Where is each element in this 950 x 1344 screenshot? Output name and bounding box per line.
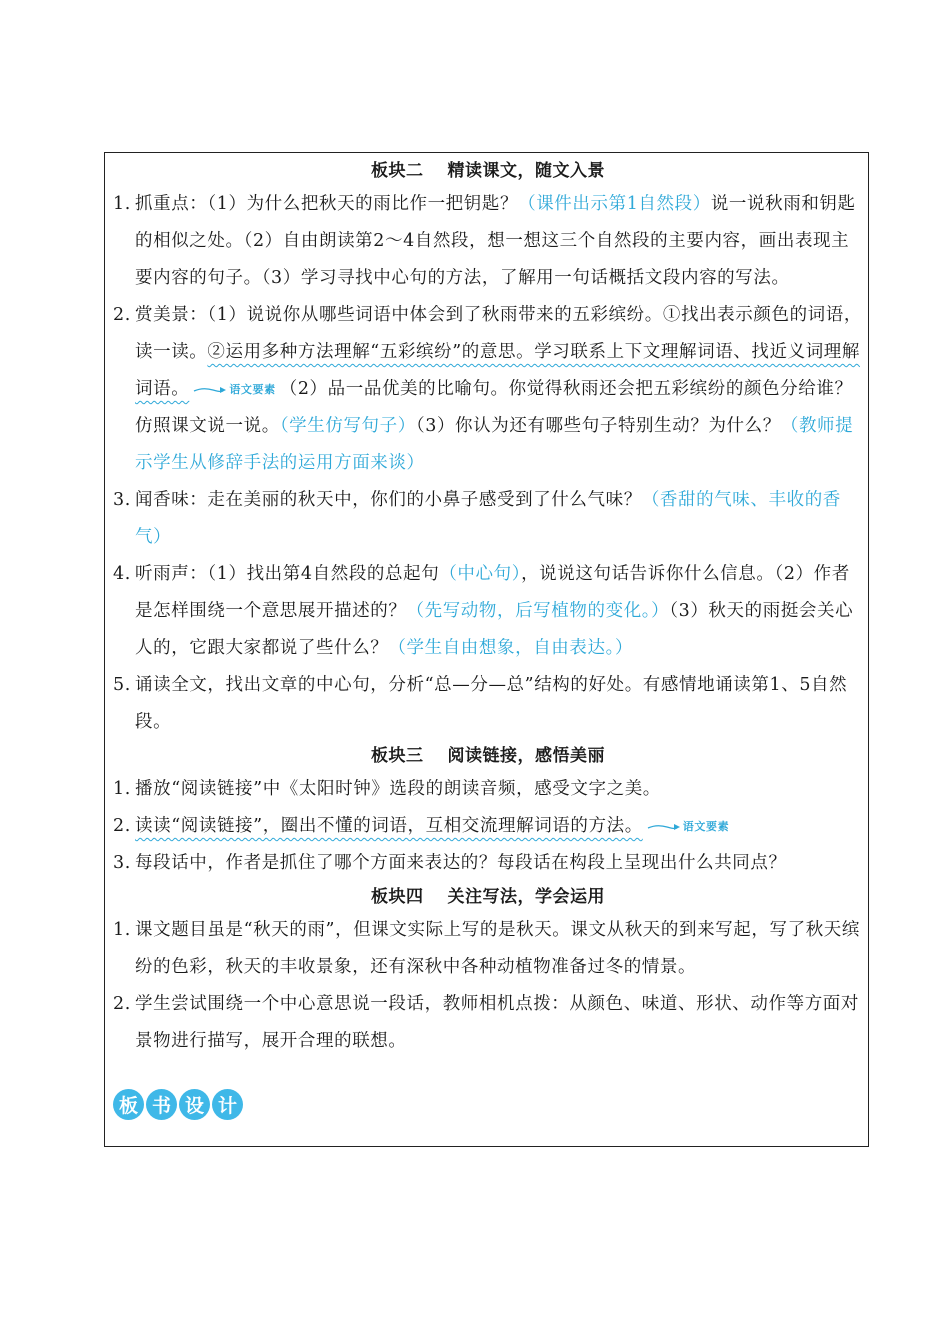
item-text: 说一说秋雨和钥匙的相似之处。（2）自由朗读第2～4自然段，想一想这三个自然段的主要内容，画出表现主要内容的句子。（3）学习寻找中心句的方法，了解用一句话概括文段内容的写法。 <box>135 194 856 288</box>
item-text: （3）你认为还有哪些句子特别生动？为什么？ <box>415 416 781 436</box>
teacher-note: （先写动物，后写植物的变化。） <box>406 601 670 621</box>
section-number: 板块三 <box>371 746 424 766</box>
item-number: 2. <box>113 816 131 836</box>
list-item <box>113 667 863 741</box>
tag-label: 语文要素 <box>229 383 276 396</box>
badge-char: 计 <box>212 1089 243 1120</box>
item-text: （3）秋天的雨挺会关心人的，它跟大家都说了些什么？ <box>135 601 854 658</box>
item-number: 5. <box>113 675 131 695</box>
list-item <box>113 556 863 667</box>
teacher-note: （课件出示第1自然段） <box>518 194 711 214</box>
section-title: 阅读链接，感悟美丽 <box>447 746 605 766</box>
item-text: ，说说这句话告诉你什么信息。（2）作者是怎样围绕一个意思展开描述的？ <box>135 564 850 621</box>
item-number: 2. <box>113 305 131 325</box>
section-heading <box>113 882 863 912</box>
item-number: 2. <box>113 994 131 1014</box>
lesson-table <box>104 152 869 1147</box>
item-text: 每段话中，作者是抓住了哪个方面来表达的？每段话在构段上呈现出什么共同点？ <box>135 853 787 873</box>
teacher-note: （中心句） <box>439 564 522 584</box>
section-heading <box>113 156 863 186</box>
item-text: （2）品一品优美的比喻句。你觉得秋雨还会把五彩缤纷的颜色分给谁？仿照课文说一说。 <box>135 379 853 436</box>
section-title: 精读课文，随文入景 <box>447 161 605 181</box>
teacher-note: （学生仿写句子） <box>279 416 416 436</box>
list-item <box>113 808 863 845</box>
item-number: 1. <box>113 194 131 214</box>
arrow-icon <box>647 822 681 832</box>
item-number: 3. <box>113 490 131 510</box>
item-number: 1. <box>113 779 131 799</box>
language-element-tag <box>647 821 729 832</box>
item-number: 4. <box>113 564 131 584</box>
item-text: 诵读全文，找出文章的中心句，分析“总—分—总”结构的好处。有感情地诵读第1、5自然段。 <box>135 675 848 732</box>
key-point-text: ②运用多种方法理解“五彩缤纷”的意思。学习联系上下文理解词语、找近义词理解词语。 <box>135 342 860 399</box>
section-title: 关注写法，学会运用 <box>447 887 605 907</box>
item-text: 闻香味：走在美丽的秋天中，你们的小鼻子感受到了什么气味？ <box>135 490 642 510</box>
lesson-content <box>113 156 863 1060</box>
badge-char: 书 <box>146 1089 177 1120</box>
list-item <box>113 297 863 482</box>
list-item <box>113 912 863 986</box>
arrow-icon <box>193 385 227 395</box>
item-text: 抓重点：（1）为什么把秋天的雨比作一把钥匙？ <box>135 194 519 214</box>
section-number: 板块四 <box>371 887 424 907</box>
board-design-badge <box>113 1089 243 1120</box>
teacher-note: （教师提示学生从修辞手法的运用方面来谈） <box>135 416 854 473</box>
section-heading <box>113 741 863 771</box>
item-text: 听雨声：（1）找出第4自然段的总起句 <box>135 564 440 584</box>
badge-char: 设 <box>179 1089 210 1120</box>
tag-label: 语文要素 <box>682 820 730 833</box>
item-text: 赏美景：（1）说说你从哪些词语中体会到了秋雨带来的五彩缤纷。①找出表示颜色的词语，读一读。 <box>135 305 862 362</box>
item-text: 课文题目虽是“秋天的雨”，但课文实际上写的是秋天。课文从秋天的到来写起，写了秋天缤纷的色彩，秋天的丰收景象，还有深秋中各种动植物准备过冬的情景。 <box>135 920 860 977</box>
section-number: 板块二 <box>371 161 424 181</box>
item-number: 3. <box>113 853 131 873</box>
list-item <box>113 186 863 297</box>
key-point-text: 读读“阅读链接”，圈出不懂的词语，互相交流理解词语的方法。 <box>135 816 643 836</box>
list-item <box>113 986 863 1060</box>
item-number: 1. <box>113 920 131 940</box>
item-text: 学生尝试围绕一个中心意思说一段话，教师相机点拨：从颜色、味道、形状、动作等方面对景物进行描写，展开合理的联想。 <box>135 994 859 1051</box>
language-element-tag <box>193 384 275 395</box>
badge-char: 板 <box>113 1089 144 1120</box>
list-item <box>113 482 863 556</box>
teacher-note: （香甜的气味、丰收的香气） <box>135 490 841 547</box>
list-item <box>113 771 863 808</box>
item-text: 播放“阅读链接”中《太阳时钟》选段的朗读音频，感受文字之美。 <box>135 779 661 799</box>
list-item <box>113 845 863 882</box>
teacher-note: （学生自由想象，自由表达。） <box>388 638 634 658</box>
